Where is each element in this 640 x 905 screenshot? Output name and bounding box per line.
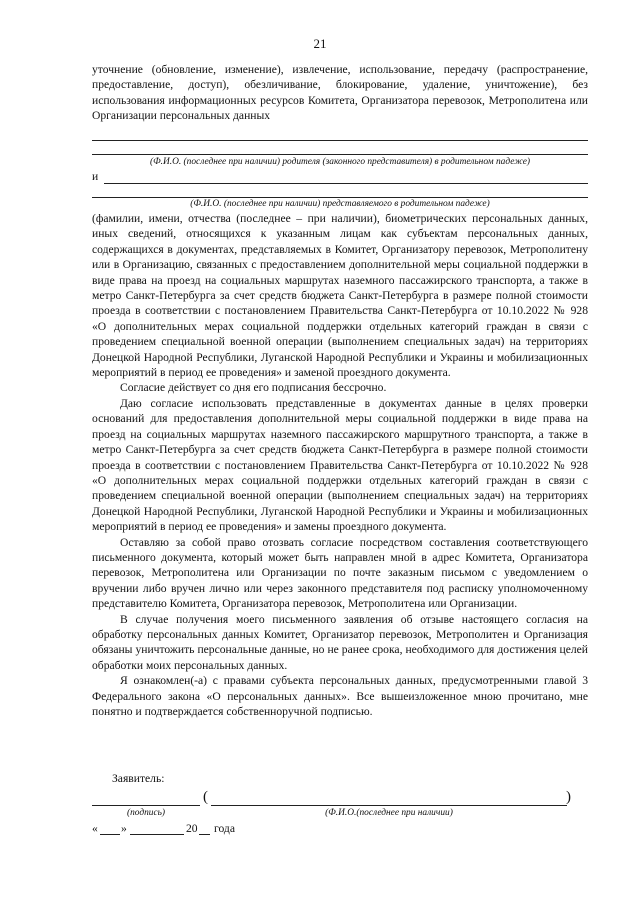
paren-close: ) bbox=[566, 789, 571, 805]
applicant-label: Заявитель: bbox=[112, 772, 165, 785]
date-year-line bbox=[199, 834, 210, 835]
parent-name-line-top bbox=[92, 140, 588, 141]
fio-line bbox=[211, 805, 567, 806]
intro-paragraph: уточнение (обновление, изменение), извлечение, использование, передачу (распространение, предоставление, доступ), обезличивание, блокирование, удаление, уничтожение), без использования информационных ресурсов Комитета, Организатора перевозок, Метрополитена или Организации персональных данных bbox=[92, 63, 588, 123]
child-name-line bbox=[104, 183, 588, 184]
date-day-line bbox=[100, 834, 120, 835]
date-quote-open: « bbox=[92, 822, 98, 835]
page-number: 21 bbox=[313, 36, 327, 51]
and-label: и bbox=[92, 170, 99, 183]
signature-caption: (подпись) bbox=[126, 808, 166, 818]
body-text-block bbox=[92, 211, 588, 719]
consent-paragraph: Даю согласие использовать представленные в документах данные в целях проверки оснований для предоставления дополнительной меры социальной поддержки в виде права на проезд на социальных маршрутах наземного пассажирского маршрутного транспорта, а также в метро Санкт-Петербурга за счет средств бюджета Санкт-Петербурга в размере полной стоимости проезда в соответствии с постановлением Правительства Санкт-Петербурга от 10.10.2022 № 928 «О дополнительных мерах социальной поддержки отдельных категорий граждан в связи с проведением специальной военной операции (выполнением специальных задач) на территориях Донецкой Народной Республики, Луганской Народной Республики и Украины и мобилизационных мероприятий в период ее проведения» и замены проездного документа. bbox=[92, 396, 588, 534]
revocation-paragraph: Оставляю за собой право отозвать согласие посредством составления соответствующего письменного документа, который может быть направлен мной в адрес Комитета, Организатора перевозок, Метрополитена или Организации по почте заказным письмом с уведомлением о вручении либо вручен лично или через законного представителя под расписку уполномоченному представителю Комитета, Организатора перевозок, Метрополитена или Организации. bbox=[92, 535, 588, 611]
date-year-suffix: года bbox=[214, 822, 235, 835]
fio-caption: (Ф.И.О.(последнее при наличии) bbox=[325, 808, 453, 818]
child-name-line-2 bbox=[92, 197, 588, 198]
parent-name-caption: (Ф.И.О. (последнее при наличии) родителя (законного представителя) в родительном падеже) bbox=[149, 157, 531, 167]
date-month-line bbox=[130, 834, 184, 835]
validity-paragraph: Согласие действует со дня его подписания бессрочно. bbox=[120, 381, 387, 395]
signature-line bbox=[92, 805, 200, 806]
withdrawal-paragraph: В случае получения моего письменного заявления об отзыве настоящего согласия на обработку персональных данных Комитет, Организатор перевозок, Метрополитен и Организация обязаны уничтожить персональные данные, но не ранее срока, необходимого для достижения целей обработки моих персональных данных. bbox=[92, 612, 588, 672]
parent-name-line bbox=[92, 154, 588, 155]
paren-open: ( bbox=[203, 789, 208, 805]
acknowledgement-paragraph: Я ознакомлен(-а) с правами субъекта персональных данных, предусмотренными главой 3 Федерального закона «О персональных данных». Все вышеизложенное мною прочитано, мне понятно и подтверждается собственноручной подписью. bbox=[92, 674, 588, 718]
main-paragraph: (фамилии, имени, отчества (последнее – при наличии), биометрических персональных данных, иных сведений, относящихся к указанным лицам как субъектам персональных данных, содержащихся в документах, представляемых в Комитет, Организатору перевозок, Метрополитену или в Организацию, связанных с предоставлением дополнительной меры социальной поддержки в виде права на проезд на социальных маршрутах наземного пассажирского транспорта, а также в метро Санкт-Петербурга за счет средств бюджета Санкт-Петербурга в размере полной стоимости проезда в соответствии с постановлением Правительства Санкт-Петербурга от 10.10.2022 № 928 «О дополнительных мерах социальной поддержки отдельных категорий граждан в связи с проведением специальной военной операции (выполнением специальных задач) на территориях Донецкой Народной Республики, Луганской Народной Республики и Украины и мобилизационных мероприятий в период ее проведения» и заменой проездного документа. bbox=[92, 212, 588, 380]
intro-paragraph-block bbox=[92, 62, 588, 124]
date-year-prefix: 20 bbox=[186, 822, 198, 835]
date-quote-close: » bbox=[121, 822, 127, 835]
child-name-caption: (Ф.И.О. (последнее при наличии) представляемого в родительном падеже) bbox=[190, 199, 490, 209]
